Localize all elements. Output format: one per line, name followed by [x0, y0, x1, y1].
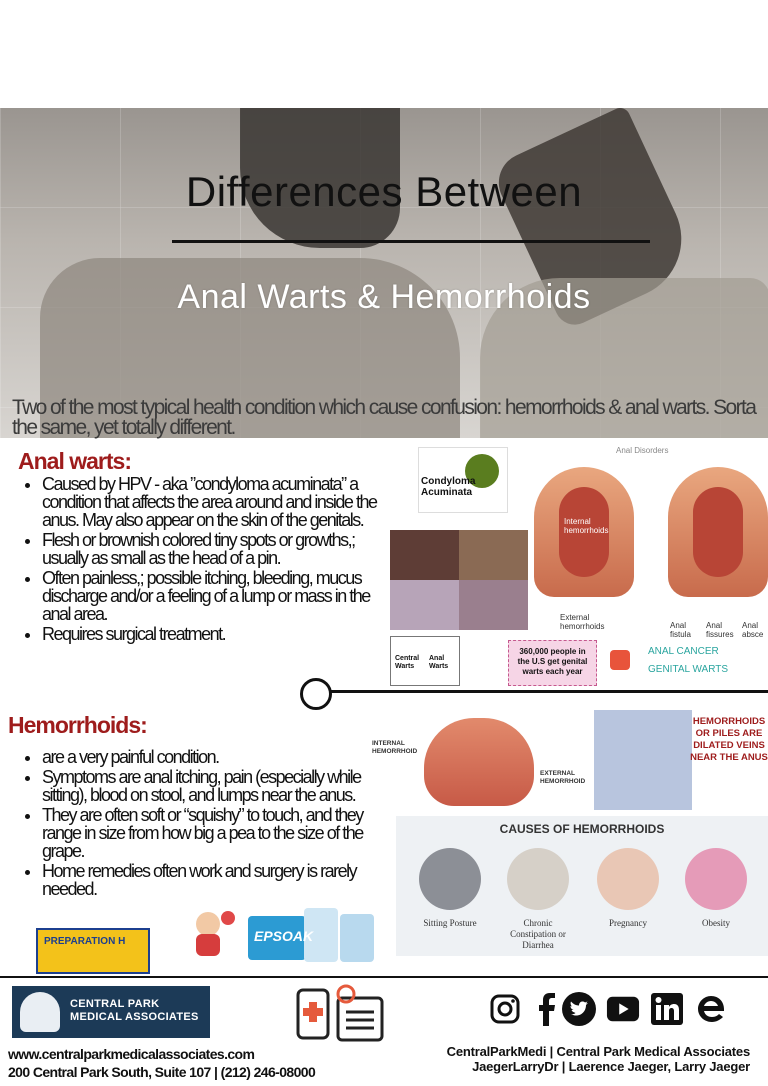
- clinic-logo: [12, 986, 210, 1038]
- youtube-icon[interactable]: [606, 992, 640, 1026]
- list-item: • Caused by HPV - aka ”condyloma acuminata” a condition that affects the area around and inside the anus. May also appear on the skin of the genitals.: [42, 475, 398, 529]
- people-icon: [610, 650, 630, 670]
- external-label: EXTERNAL HEMORRHOID: [540, 770, 586, 785]
- cause-item: Pregnancy: [592, 848, 664, 929]
- section-divider: [329, 690, 768, 693]
- tree-icon: [20, 992, 60, 1032]
- causes-graphic: [396, 816, 768, 956]
- list-item: • are a very painful condition.: [42, 748, 398, 766]
- social-handles: [400, 1044, 750, 1074]
- facebook-icon[interactable]: [530, 992, 564, 1026]
- warts-heading: Anal warts:: [18, 448, 131, 474]
- handles-line-2: JaegerLarryDr | Laerence Jaeger, Larry Jaeger: [472, 1059, 750, 1074]
- epsoak-label: EPSOAK: [254, 928, 314, 944]
- body-illustration: [594, 710, 692, 810]
- fistula-label: Anal fistula: [670, 621, 691, 639]
- footer-divider: [0, 976, 768, 978]
- instagram-icon[interactable]: [488, 992, 522, 1026]
- page-subtitle: Anal Warts & Hemorrhoids: [177, 278, 591, 316]
- condyloma-label: Condyloma Acuminata: [421, 476, 476, 498]
- compare-left-label: Central Warts: [395, 655, 420, 670]
- title-divider: [172, 240, 650, 243]
- cause-item: Sitting Posture: [414, 848, 486, 929]
- hemorrhoids-heading: Hemorrhoids:: [8, 712, 147, 738]
- epsoak-product: [248, 906, 378, 964]
- condyloma-image: [418, 447, 508, 513]
- internal-label: INTERNAL HEMORRHOID: [372, 740, 418, 755]
- external-label: External hemorrhoids: [560, 613, 605, 631]
- handles-line-1: CentralParkMedi | Central Park Medical Associates: [446, 1044, 750, 1059]
- cause-item: Obesity: [680, 848, 752, 929]
- website-link[interactable]: www.centralparkmedicalassociates.com: [8, 1046, 255, 1062]
- anal-anatomy-image: [520, 447, 768, 642]
- cancer-warts-graphic: [604, 640, 764, 684]
- list-item: • They are often soft or “squishy” to touch, and they range in size from how big a pea to the size of the grape.: [42, 806, 398, 860]
- list-item: • Often painless,; possible itching, bleeding, mucus discharge and/or a feeling of a lump or mass in the anal area.: [42, 569, 398, 623]
- social-links: [488, 992, 748, 1032]
- child-cartoon: [178, 906, 240, 968]
- preparation-h-product: PREPARATION H: [36, 928, 150, 974]
- warts-stat-badge: [508, 640, 597, 686]
- linkedin-icon[interactable]: [650, 992, 684, 1026]
- logo-line-1: CENTRAL PARK: [70, 998, 160, 1010]
- fissures-label: Anal fissures: [706, 621, 734, 639]
- logo-line-2: MEDICAL ASSOCIATES: [70, 1011, 199, 1023]
- e-icon[interactable]: [694, 992, 728, 1026]
- list-item: • Symptoms are anal itching, pain (especially while sitting), blood on stool, and lumps near the anus.: [42, 768, 398, 804]
- hemorrhoid-diagram: [368, 710, 590, 810]
- causes-title: CAUSES OF HEMORRHOIDS: [499, 822, 665, 836]
- piles-text: HEMORRHOIDS OR PILES ARE DILATED VEINS NEAR THE ANUS: [690, 716, 768, 763]
- divider-circle: [300, 678, 332, 710]
- cause-item: Chronic Constipation or Diarrhea: [502, 848, 574, 951]
- warts-comparison-image: [390, 636, 460, 686]
- list-item: • Requires surgical treatment.: [42, 625, 398, 643]
- internal-label: Internal hemorrhoids: [564, 517, 609, 535]
- anatomy-caption: Anal Disorders: [616, 447, 669, 455]
- piles-image: [594, 710, 768, 810]
- rectum-illustration: [424, 718, 534, 806]
- warts-list: [22, 475, 398, 645]
- list-item: • Home remedies often work and surgery is rarely needed.: [42, 862, 398, 898]
- cancer-label: ANAL CANCER: [648, 646, 719, 657]
- address-text: 200 Central Park South, Suite 107 | (212) 246-08000: [8, 1064, 316, 1080]
- medical-record-icon: [294, 984, 386, 1042]
- wart-photos: [390, 530, 528, 630]
- hero-photo: [0, 108, 768, 438]
- stat-text: 360,000 people in the U.S get genital warts each year: [517, 647, 588, 676]
- list-item: • Flesh or brownish colored tiny spots or growths,; usually as small as the head of a pin.: [42, 531, 398, 567]
- compare-right-label: Anal Warts: [429, 655, 449, 670]
- page-title: Differences Between: [185, 168, 583, 215]
- intro-text: Two of the most typical health condition which cause confusion: hemorrhoids & anal warts. Sorta the same, yet totally different.: [12, 396, 756, 439]
- colon-illustration: [668, 467, 768, 597]
- hemorrhoids-list: [22, 748, 398, 900]
- genital-warts-label: GENITAL WARTS: [648, 664, 729, 675]
- abscess-label: Anal absce: [742, 621, 764, 639]
- twitter-icon[interactable]: [562, 992, 596, 1026]
